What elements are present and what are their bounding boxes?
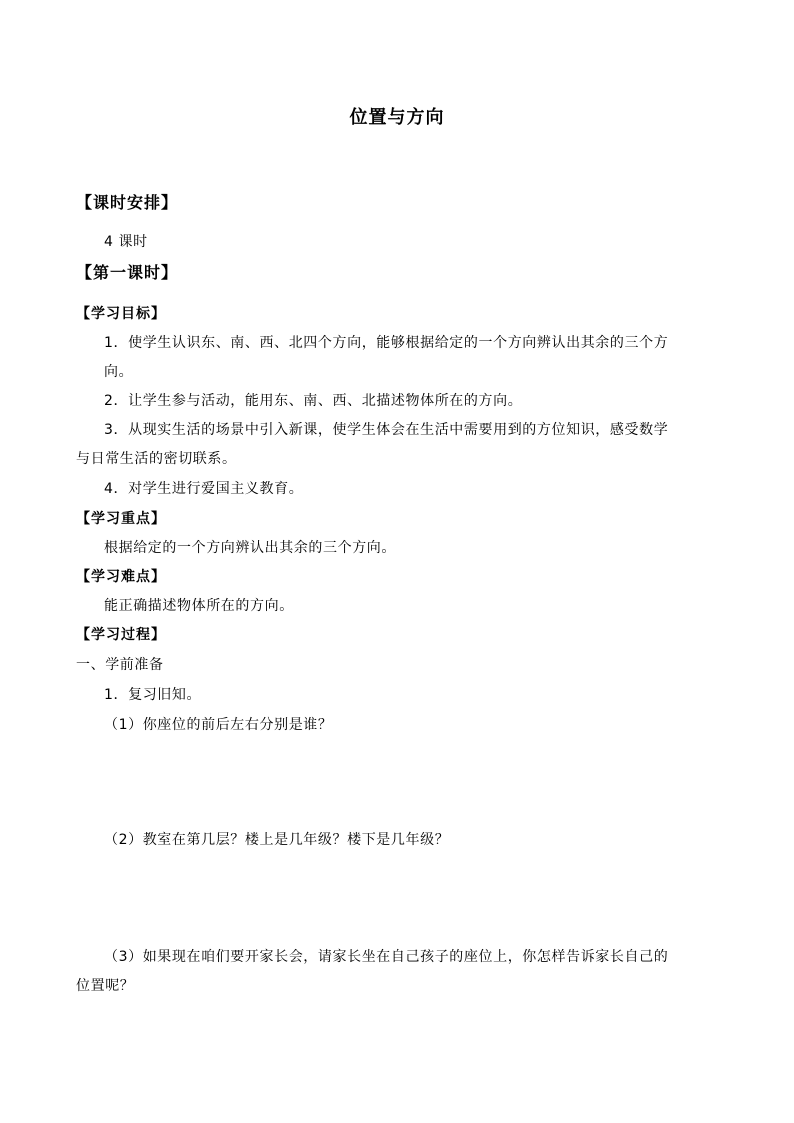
difficulty-text: 能正确描述物体所在的方向。 [104,598,294,614]
process-heading: 【学习过程】 [76,627,166,643]
question-2: （2）教室在第几层？楼上是几年级？楼下是几年级？ [104,832,450,848]
goal-4: 4．对学生进行爱国主义教育。 [104,481,304,497]
schedule-value: 4 课时 [104,234,148,250]
review-item: 1．复习旧知。 [104,687,202,703]
goal-1-line-2: 向。 [104,364,134,380]
schedule-heading: 【课时安排】 [76,193,179,212]
goal-1-line-1: 1．使学生认识东、南、西、北四个方向，能够根据给定的一个方向辨认出其余的三个方 [104,335,669,351]
goal-2: 2．让学生参与活动，能用东、南、西、北描述物体所在的方向。 [104,393,523,409]
difficulty-heading: 【学习难点】 [76,569,166,585]
lesson-heading: 【第一课时】 [76,263,179,282]
goals-heading: 【学习目标】 [76,306,166,322]
page-title: 位置与方向 [349,107,445,128]
key-text: 根据给定的一个方向辨认出其余的三个方向。 [104,540,396,556]
question-1: （1）你座位的前后左右分别是谁？ [104,717,333,733]
question-3-line-2: 位置呢？ [76,978,135,994]
goal-3-line-1: 3．从现实生活的场景中引入新课，使学生体会在生活中需要用到的方位知识，感受数学 [104,422,669,438]
key-heading: 【学习重点】 [76,511,166,527]
question-3-line-1: （3）如果现在咱们要开家长会，请家长坐在自己孩子的座位上，你怎样告诉家长自己的 [104,949,669,965]
goal-3-line-2: 与日常生活的密切联系。 [76,451,237,467]
part-one-heading: 一、学前准备 [76,657,164,673]
